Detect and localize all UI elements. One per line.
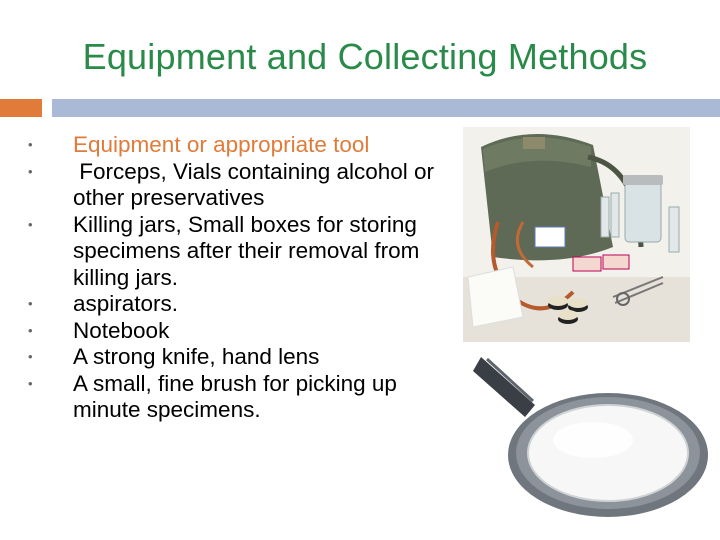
bullet-text: Killing jars, Small boxes for storing specimens after their removal from killing jars. bbox=[73, 211, 420, 290]
bullet-item bbox=[28, 212, 448, 292]
bullet-item bbox=[28, 159, 448, 212]
bullet-text: Equipment or appropriate tool bbox=[73, 132, 370, 157]
bullet-dot-icon: • bbox=[28, 296, 33, 311]
slide-title: Equipment and Collecting Methods bbox=[82, 36, 648, 77]
bullet-item bbox=[28, 291, 448, 318]
bullet-list bbox=[28, 132, 448, 424]
bullet-item bbox=[28, 344, 448, 371]
bullet-dot-icon: • bbox=[28, 137, 33, 152]
bullet-item bbox=[28, 371, 448, 424]
bullet-item bbox=[28, 132, 448, 159]
bullet-dot-icon: • bbox=[28, 349, 33, 364]
hand-lens-photo bbox=[473, 345, 718, 520]
bullet-dot-icon: • bbox=[28, 216, 33, 232]
bullet-text: aspirators. bbox=[73, 291, 179, 316]
bullet-text: A strong knife, hand lens bbox=[73, 344, 320, 369]
accent-bar-orange bbox=[0, 99, 42, 117]
accent-bar-blue bbox=[52, 99, 720, 117]
bullet-item bbox=[28, 318, 448, 345]
bullet-text: A small, fine brush for picking up minute specimens. bbox=[73, 370, 397, 422]
bullet-dot-icon: • bbox=[28, 163, 33, 179]
bullet-dot-icon: • bbox=[28, 375, 33, 391]
bullet-dot-icon: • bbox=[28, 322, 33, 338]
collecting-kit-photo bbox=[463, 127, 690, 342]
bullet-text: Notebook bbox=[73, 317, 170, 343]
bullet-text: Forceps, Vials containing alcohol or other preservatives bbox=[73, 158, 441, 210]
